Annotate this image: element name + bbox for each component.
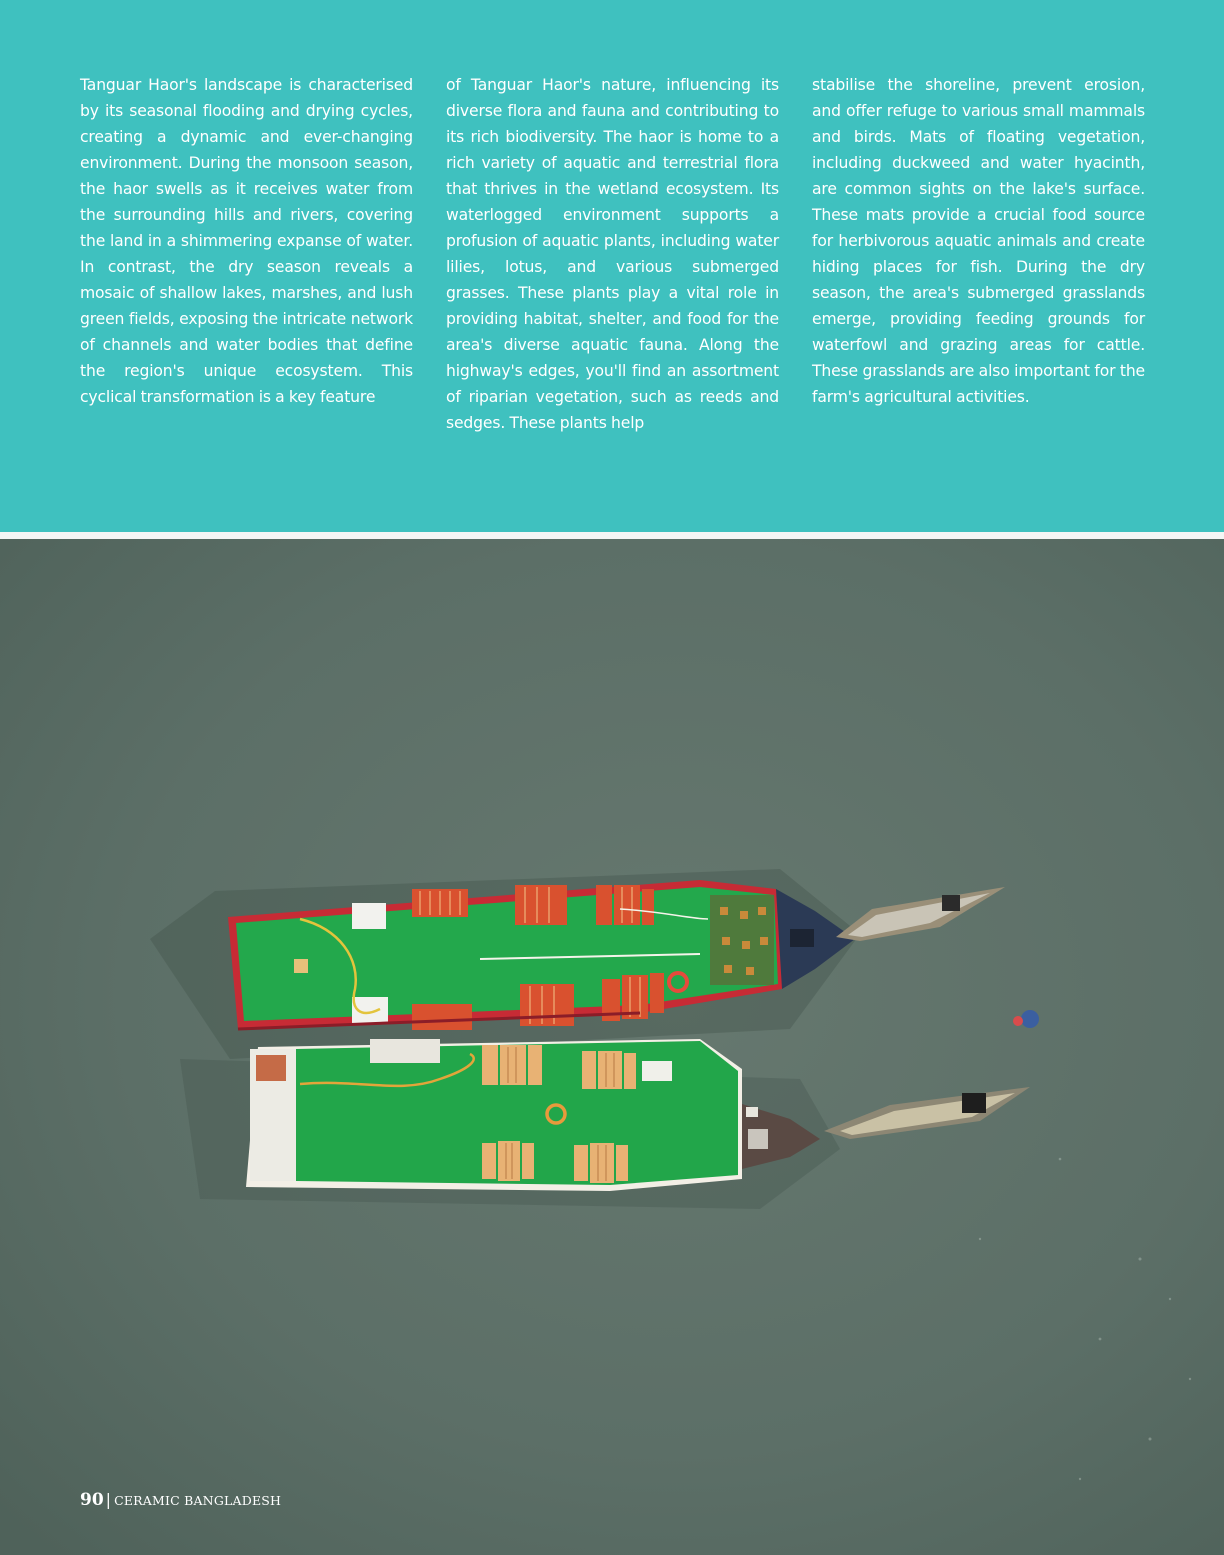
- aerial-boats-photo: [0, 539, 1224, 1555]
- article-column-1: Tanguar Haor's landscape is characterised by its seasonal flooding and drying cycles, creating a dynamic and ever-changing environment. During the monsoon season, the haor swells as it receives water from the surrounding hills and rivers, covering the land in a shimmering expanse of water. In contrast, the dry season reveals a mosaic of shallow lakes, marshes, and lush green fields, exposing the intricate network of channels and water bodies that define the region's unique ecosystem. This cyclical transformation is a key feature: [80, 76, 413, 406]
- section-divider: [0, 532, 1224, 539]
- article-column-2: of Tanguar Haor's nature, influencing its diverse flora and fauna and contributing to its rich biodiversity. The haor is home to a rich variety of aquatic and terrestrial flora that thrives in the wetland ecosystem. Its waterlogged environment supports a profusion of aquatic plants, including water lilies, lotus, and various submerged grasses. These plants play a vital role in providing habitat, shelter, and food for the area's diverse aquatic fauna. Along the highway's edges, you'll find an assortment of riparian vegetation, such as reeds and sedges. These plants help: [446, 76, 779, 432]
- footer-separator: |: [105, 1490, 112, 1509]
- page-number: 90: [80, 1490, 104, 1510]
- page-footer: [80, 1490, 281, 1510]
- article-column-3: stabilise the shoreline, prevent erosion, and offer refuge to various small mammals and birds. Mats of floating vegetation, including duckweed and water hyacinth, are common sights on the lake's surface. These mats provide a crucial food source for herbivorous aquatic animals and create hiding places for fish. During the dry season, the area's submerged grasslands emerge, providing feeding grounds for waterfowl and grazing areas for cattle. These grasslands are also important for the farm's agricultural activities.: [812, 76, 1145, 406]
- magazine-name: CERAMIC BANGLADESH: [114, 1493, 282, 1508]
